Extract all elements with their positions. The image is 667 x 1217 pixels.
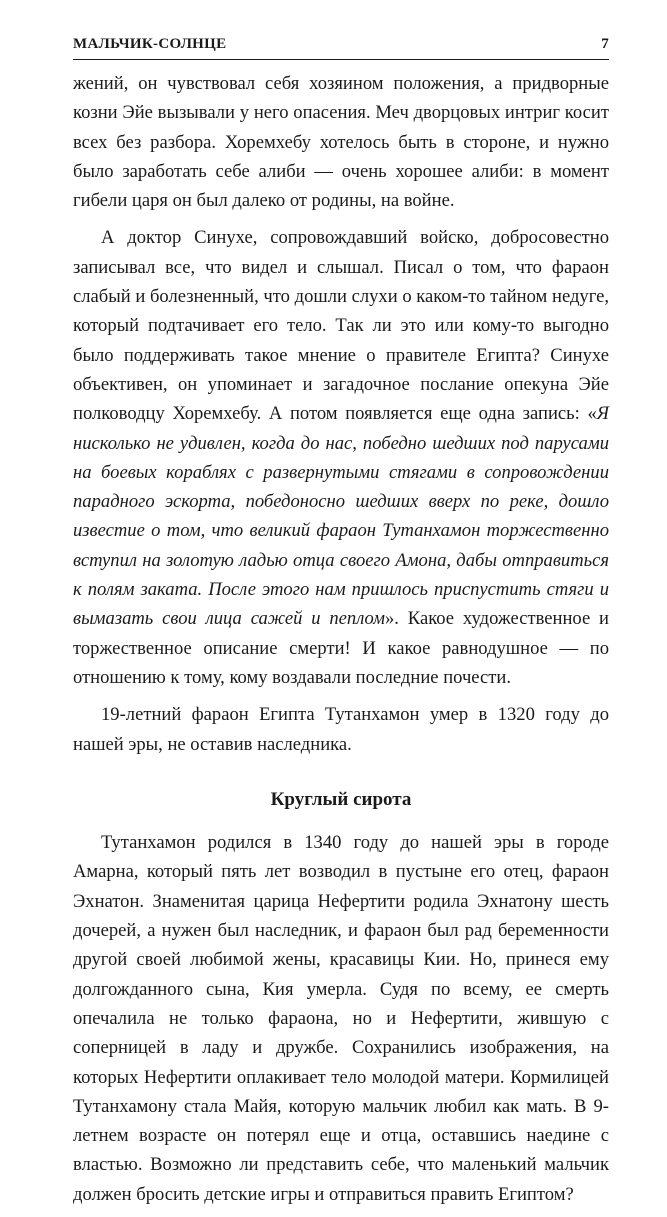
section-title: Круглый сирота (270, 788, 412, 810)
paragraph-3: 19-летний фараон Египта Тутанхамон умер в 1320 году до нашей эры, не оставив наследника. (73, 704, 609, 755)
running-header (73, 36, 609, 60)
paragraph-2-start: А доктор Синухе, сопровождавший войско, добросовестно записывал все, что видел и слышал. Писал о том, что фараон слабый и болезненный, что дошли слухи о каком-то тайном недуге, который подтачивает его тело. Так ли это или кому-то выгодно было поддерживать такое мнение о правителе Египта? Синухе объективен, он упоминает и загадочное послание опекуна Эйе полководцу Хоремхебу. А потом появляется еще одна запись: « (73, 227, 609, 425)
page-number: 7 (601, 36, 609, 52)
paragraph-2-end: ». Какое художественное и торжественное описание смерти! И какое равнодушное — по отношению к тому, кому воздавали последние почести. (73, 608, 610, 688)
book-page (73, 36, 609, 1217)
quote-sinuhe: Я нисколько не удивлен, когда до нас, победно шедших под парусами на боевых кораблях с развернутыми стягами в сопровождении парадного эскорта, победоносно шедших вверх по реке, дошло известие о том, что великий фараон Тутанхамон торжественно вступил на золотую ладью отца своего Амона, дабы отправиться к полям заката. После этого нам пришлось приспустить стяги и вымазать свои лица сажей и пеплом (73, 403, 609, 630)
paragraph-4: Тутанхамон родился в 1340 году до нашей эры в городе Амарна, который пять лет возводил в пустыне его отец, фараон Эхнатон. Знаменитая царица Нефертити родила Эхнатону шесть дочерей, а нужен был наследник, и фараон был рад беременности другой своей любимой жены, красавицы Кии. Но, принеся ему долгожданного сына, Кия умерла. Судя по всему, ее смерть опечалила не только фараона, но и Нефертити, жившую с соперницей в ладу и дружбе. Сохранились изображения, на которых Нефертити оплакивает тело молодой матери. Кормилицей Тутанхамону стала Майя, которую мальчик любил как мать. В 9-летнем возрасте он потерял еще и отца, оставшись наедине с властью. Возможно ли представить себе, что маленький мальчик должен бросить детские игры и отправиться править Египтом? (73, 832, 609, 1205)
running-title: МАЛЬЧИК-СОЛНЦЕ (73, 36, 227, 52)
body-text (73, 69, 609, 1209)
paragraph-2 (73, 223, 609, 692)
paragraph-1: жений, он чувствовал себя хозяином положения, а придворные козни Эйе вызывали у него опасения. Меч дворцовых интриг косит всех без разбора. Хоремхебу хотелось быть в стороне, и нужно было заработать себе алиби — очень хорошее алиби: в момент гибели царя он был далеко от родины, на войне. (73, 73, 609, 212)
